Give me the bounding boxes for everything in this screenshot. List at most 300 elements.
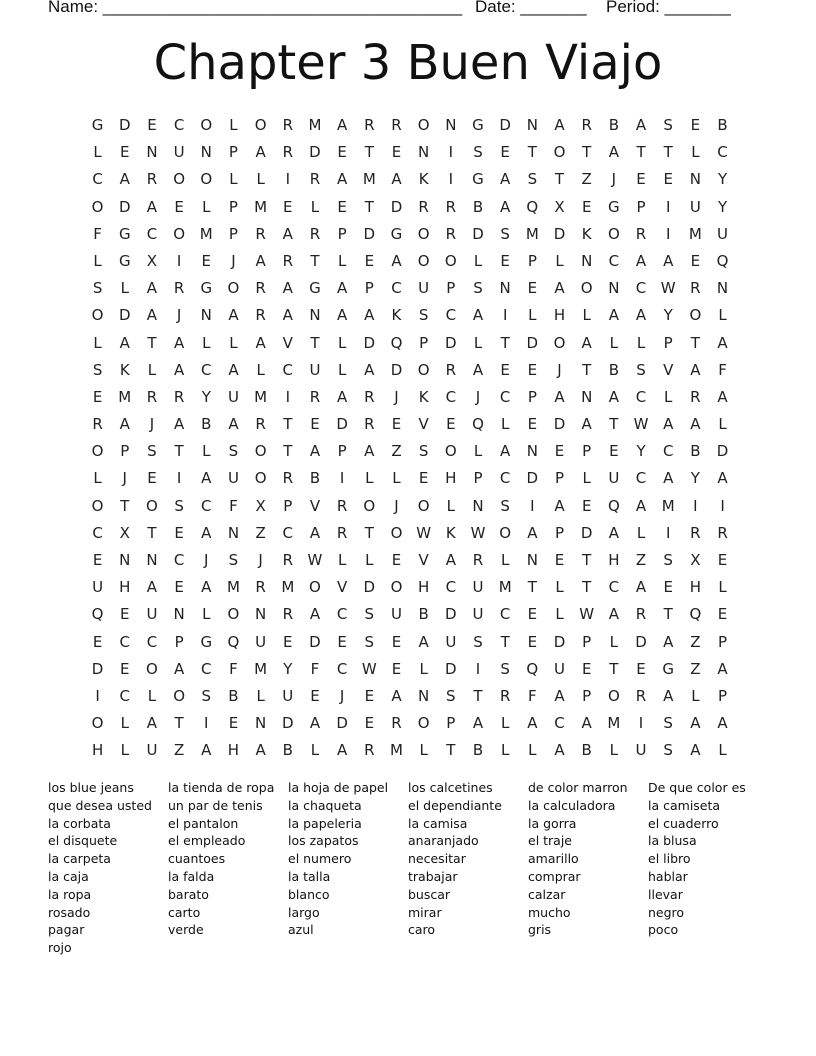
grid-letter: S bbox=[446, 686, 456, 705]
grid-letter: O bbox=[499, 523, 512, 542]
word-bank-item: rojo bbox=[48, 940, 72, 956]
grid-row bbox=[84, 194, 736, 221]
grid-letter: P bbox=[446, 279, 456, 298]
word-bank-item: el traje bbox=[528, 833, 573, 849]
grid-row bbox=[84, 656, 736, 683]
grid-letter: T bbox=[609, 415, 619, 434]
grid-letter: A bbox=[201, 741, 212, 760]
grid-letter: C bbox=[662, 442, 674, 461]
word-bank-item: el cuaderro bbox=[648, 815, 719, 831]
grid-letter: C bbox=[119, 686, 130, 705]
grid-letter: D bbox=[118, 116, 131, 134]
grid-letter: C bbox=[92, 170, 103, 189]
grid-letter: A bbox=[608, 387, 619, 406]
grid-letter: E bbox=[391, 632, 402, 651]
grid-letter: Y bbox=[663, 306, 673, 325]
grid-letter: C bbox=[282, 523, 294, 542]
grid-letter: Y bbox=[283, 659, 293, 678]
grid-letter: L bbox=[93, 469, 102, 488]
grid-letter: R bbox=[309, 170, 321, 189]
grid-letter: P bbox=[582, 632, 592, 651]
grid-letter: M bbox=[688, 224, 702, 243]
grid-letter: S bbox=[473, 143, 483, 162]
grid-letter: M bbox=[281, 578, 295, 597]
grid-letter: H bbox=[119, 578, 131, 597]
grid-letter: E bbox=[228, 714, 239, 733]
grid-letter: R bbox=[336, 523, 348, 542]
grid-letter: C bbox=[635, 279, 647, 298]
grid-letter: A bbox=[581, 714, 592, 733]
grid-letter: O bbox=[200, 170, 213, 189]
grid-letter: U bbox=[173, 143, 185, 162]
grid-row bbox=[84, 139, 736, 166]
word-bank-item: los calcetines bbox=[408, 780, 493, 795]
grid-letter: A bbox=[119, 333, 130, 352]
grid-letter: R bbox=[255, 279, 266, 298]
grid-letter: D bbox=[91, 659, 104, 678]
grid-letter: E bbox=[201, 251, 212, 270]
grid-letter: E bbox=[690, 251, 701, 270]
word-bank-item: el empleado bbox=[168, 833, 246, 849]
grid-letter: P bbox=[337, 224, 347, 243]
grid-letter: M bbox=[525, 224, 539, 243]
grid-letter: R bbox=[364, 387, 375, 406]
grid-row bbox=[84, 574, 736, 601]
grid-letter: G bbox=[200, 632, 213, 651]
grid-row bbox=[84, 112, 736, 139]
grid-letter: I bbox=[665, 224, 671, 243]
grid-letter: O bbox=[173, 170, 185, 189]
grid-letter: C bbox=[499, 469, 511, 488]
grid-letter: G bbox=[118, 224, 131, 243]
word-bank-item: la hoja de papel bbox=[288, 780, 389, 795]
grid-letter: A bbox=[146, 714, 158, 733]
grid-letter: D bbox=[472, 224, 484, 243]
grid-row bbox=[84, 248, 736, 275]
grid-letter: A bbox=[690, 714, 701, 733]
grid-letter: A bbox=[717, 714, 728, 733]
grid-row bbox=[84, 275, 736, 302]
word-bank-item: la caja bbox=[48, 868, 89, 884]
grid-letter: T bbox=[174, 442, 184, 461]
grid-letter: U bbox=[92, 578, 104, 597]
grid-letter: A bbox=[635, 496, 647, 515]
grid-letter: P bbox=[473, 469, 483, 488]
grid-letter: F bbox=[229, 496, 238, 515]
grid-letter: O bbox=[444, 442, 457, 461]
grid-letter: C bbox=[499, 605, 511, 624]
grid-letter: J bbox=[611, 170, 617, 189]
grid-letter: T bbox=[663, 143, 673, 162]
grid-letter: C bbox=[146, 632, 158, 651]
grid-letter: O bbox=[254, 116, 267, 134]
grid-letter: R bbox=[255, 415, 266, 434]
grid-letter: U bbox=[608, 469, 620, 488]
grid-letter: O bbox=[254, 469, 267, 488]
grid-letter: M bbox=[661, 496, 675, 515]
word-bank-item: verde bbox=[168, 922, 204, 938]
grid-letter: E bbox=[283, 632, 293, 651]
grid-letter: E bbox=[120, 659, 130, 678]
grid-letter: D bbox=[363, 224, 376, 243]
grid-letter: E bbox=[500, 143, 510, 162]
grid-letter: A bbox=[173, 659, 185, 678]
grid-letter: U bbox=[689, 197, 701, 216]
grid-letter: C bbox=[201, 496, 212, 515]
grid-letter: L bbox=[664, 387, 673, 406]
grid-letter: I bbox=[530, 496, 535, 515]
grid-letter: O bbox=[553, 333, 566, 352]
grid-letter: T bbox=[473, 686, 483, 705]
grid-letter: M bbox=[254, 659, 268, 678]
grid-letter: T bbox=[582, 360, 592, 379]
grid-letter: S bbox=[364, 632, 375, 651]
grid-letter: A bbox=[690, 741, 701, 760]
grid-letter: L bbox=[718, 578, 727, 597]
grid-row bbox=[84, 411, 736, 438]
grid-letter: A bbox=[282, 224, 293, 243]
grid-letter: C bbox=[146, 224, 158, 243]
grid-letter: E bbox=[391, 143, 402, 162]
grid-letter: W bbox=[470, 523, 486, 542]
grid-letter: E bbox=[581, 197, 592, 216]
grid-letter: Q bbox=[716, 251, 729, 270]
grid-letter: J bbox=[339, 686, 345, 705]
grid-letter: K bbox=[418, 387, 429, 406]
word-bank-item: llevar bbox=[648, 886, 683, 902]
grid-letter: E bbox=[636, 170, 646, 189]
grid-letter: A bbox=[663, 251, 674, 270]
grid-letter: Q bbox=[390, 333, 403, 352]
grid-letter: L bbox=[202, 197, 211, 216]
grid-letter: P bbox=[527, 251, 537, 270]
grid-letter: Q bbox=[689, 605, 702, 624]
grid-letter: P bbox=[718, 632, 728, 651]
grid-letter: S bbox=[663, 741, 673, 760]
grid-letter: C bbox=[445, 578, 457, 597]
grid-letter: W bbox=[307, 551, 323, 569]
grid-letter: A bbox=[445, 551, 456, 569]
grid-letter: I bbox=[665, 197, 671, 216]
grid-letter: L bbox=[337, 251, 347, 270]
grid-letter: L bbox=[392, 469, 401, 488]
grid-letter: E bbox=[446, 415, 456, 434]
grid-letter: S bbox=[473, 279, 483, 298]
grid-letter: N bbox=[526, 551, 538, 569]
grid-letter: G bbox=[472, 170, 484, 189]
grid-letter: U bbox=[445, 632, 457, 651]
grid-letter: N bbox=[499, 279, 511, 298]
grid-letter: L bbox=[718, 741, 727, 760]
word-bank-item: hablar bbox=[648, 868, 688, 884]
grid-letter: T bbox=[310, 333, 320, 352]
grid-letter: P bbox=[582, 686, 592, 705]
grid-letter: E bbox=[500, 251, 510, 270]
grid-letter: C bbox=[173, 551, 185, 569]
grid-letter: D bbox=[309, 143, 321, 162]
grid-letter: W bbox=[416, 523, 432, 542]
grid-letter: N bbox=[445, 116, 457, 134]
grid-letter: D bbox=[118, 306, 131, 325]
grid-letter: L bbox=[120, 714, 129, 733]
grid-letter: P bbox=[419, 333, 429, 352]
grid-letter: L bbox=[500, 551, 510, 569]
grid-letter: B bbox=[228, 686, 239, 705]
grid-letter: N bbox=[581, 251, 593, 270]
grid-letter: A bbox=[119, 170, 130, 189]
grid-letter: L bbox=[500, 741, 510, 760]
student-info-header bbox=[48, 0, 768, 21]
word-bank-item: el numero bbox=[288, 851, 352, 867]
grid-letter: A bbox=[282, 279, 293, 298]
grid-letter: L bbox=[365, 469, 374, 488]
grid-letter: Y bbox=[636, 442, 646, 461]
grid-letter: E bbox=[92, 387, 103, 406]
word-bank-item: mirar bbox=[408, 904, 442, 920]
grid-letter: D bbox=[390, 360, 403, 379]
grid-letter: J bbox=[176, 306, 182, 325]
grid-letter: E bbox=[147, 116, 157, 134]
word-bank-item: el libro bbox=[648, 851, 691, 867]
grid-letter: R bbox=[282, 469, 293, 488]
grid-letter: O bbox=[580, 279, 593, 298]
grid-letter: A bbox=[201, 523, 212, 542]
grid-letter: L bbox=[419, 741, 428, 760]
grid-letter: N bbox=[716, 279, 729, 298]
grid-letter: V bbox=[663, 360, 674, 379]
grid-letter: O bbox=[417, 496, 430, 515]
grid-letter: T bbox=[609, 659, 619, 678]
grid-letter: A bbox=[173, 360, 185, 379]
grid-letter: W bbox=[579, 605, 595, 624]
grid-letter: I bbox=[693, 496, 698, 515]
grid-letter: M bbox=[118, 387, 132, 406]
grid-letter: O bbox=[91, 197, 104, 216]
grid-letter: C bbox=[554, 714, 565, 733]
grid-letter: E bbox=[663, 578, 673, 597]
grid-letter: K bbox=[445, 523, 456, 542]
grid-letter: A bbox=[717, 333, 728, 352]
grid-letter: C bbox=[608, 251, 620, 270]
grid-letter: N bbox=[526, 442, 538, 461]
grid-letter: E bbox=[717, 605, 728, 624]
grid-row bbox=[84, 710, 736, 737]
grid-letter: R bbox=[690, 279, 701, 298]
grid-letter: D bbox=[282, 714, 294, 733]
grid-letter: A bbox=[527, 523, 538, 542]
grid-letter: M bbox=[607, 714, 621, 733]
grid-letter: C bbox=[201, 659, 212, 678]
grid-letter: A bbox=[282, 306, 293, 325]
grid-letter: C bbox=[173, 116, 185, 134]
grid-letter: P bbox=[120, 442, 130, 461]
grid-letter: S bbox=[228, 551, 239, 569]
grid-row bbox=[84, 221, 736, 248]
grid-letter: C bbox=[391, 279, 402, 298]
grid-letter: O bbox=[390, 523, 403, 542]
grid-letter: A bbox=[309, 442, 321, 461]
grid-letter: R bbox=[364, 741, 375, 760]
grid-letter: Y bbox=[717, 170, 728, 189]
grid-letter: B bbox=[201, 415, 212, 434]
grid-letter: L bbox=[691, 686, 700, 705]
grid-letter: O bbox=[91, 442, 104, 461]
grid-letter: D bbox=[553, 632, 566, 651]
grid-letter: P bbox=[663, 333, 673, 352]
word-bank-item: que desea usted bbox=[48, 797, 152, 813]
grid-letter: T bbox=[663, 605, 673, 624]
grid-letter: U bbox=[418, 279, 430, 298]
grid-letter: J bbox=[394, 387, 399, 406]
grid-letter: L bbox=[419, 659, 428, 678]
grid-letter: A bbox=[635, 578, 647, 597]
grid-row bbox=[84, 357, 736, 384]
grid-letter: S bbox=[663, 116, 673, 134]
grid-letter: N bbox=[146, 143, 158, 162]
word-bank-item: el dependiante bbox=[408, 797, 502, 813]
grid-letter: F bbox=[229, 659, 238, 678]
grid-letter: W bbox=[361, 659, 377, 678]
grid-letter: C bbox=[445, 387, 457, 406]
grid-letter: L bbox=[256, 686, 265, 705]
grid-letter: V bbox=[418, 551, 429, 569]
grid-letter: Q bbox=[526, 197, 539, 216]
grid-letter: R bbox=[391, 714, 402, 733]
grid-letter: E bbox=[636, 659, 646, 678]
grid-letter: A bbox=[119, 415, 130, 434]
grid-letter: B bbox=[309, 469, 321, 488]
grid-letter: C bbox=[608, 578, 620, 597]
grid-row bbox=[84, 601, 736, 628]
grid-letter: L bbox=[256, 170, 265, 189]
grid-letter: D bbox=[336, 714, 348, 733]
grid-letter: L bbox=[609, 741, 619, 760]
grid-letter: Z bbox=[581, 170, 592, 189]
grid-row bbox=[84, 629, 736, 656]
grid-letter: P bbox=[228, 224, 238, 243]
grid-letter: E bbox=[690, 116, 701, 134]
grid-letter: O bbox=[607, 686, 620, 705]
grid-letter: G bbox=[200, 279, 213, 298]
grid-letter: R bbox=[717, 523, 728, 542]
grid-letter: R bbox=[445, 224, 457, 243]
grid-letter: A bbox=[663, 686, 674, 705]
grid-letter: O bbox=[417, 224, 430, 243]
grid-letter: U bbox=[255, 632, 267, 651]
grid-letter: R bbox=[445, 197, 457, 216]
grid-letter: U bbox=[309, 360, 321, 379]
grid-letter: C bbox=[635, 469, 647, 488]
grid-letter: C bbox=[717, 143, 728, 162]
grid-letter: Z bbox=[391, 442, 402, 461]
grid-letter: G bbox=[472, 116, 484, 134]
grid-letter: U bbox=[717, 224, 729, 243]
word-bank-item: trabajar bbox=[408, 868, 458, 884]
word-bank-item: la talla bbox=[288, 868, 331, 884]
grid-letter: W bbox=[633, 415, 649, 434]
grid-letter: S bbox=[92, 279, 103, 298]
grid-letter: G bbox=[662, 659, 674, 678]
grid-letter: D bbox=[445, 659, 457, 678]
grid-letter: B bbox=[608, 360, 619, 379]
grid-letter: R bbox=[581, 116, 592, 134]
word-bank-column bbox=[48, 779, 168, 957]
grid-letter: M bbox=[226, 578, 240, 597]
grid-letter: S bbox=[92, 360, 103, 379]
grid-letter: T bbox=[527, 578, 537, 597]
word-bank-item: largo bbox=[288, 904, 320, 920]
grid-letter: R bbox=[146, 170, 158, 189]
word-bank-item: anaranjado bbox=[408, 833, 479, 849]
grid-letter: L bbox=[93, 251, 102, 270]
grid-letter: T bbox=[120, 496, 130, 515]
grid-letter: D bbox=[363, 578, 376, 597]
word-bank-item: el disquete bbox=[48, 833, 118, 849]
grid-letter: B bbox=[418, 605, 429, 624]
grid-letter: M bbox=[199, 224, 213, 243]
grid-letter: E bbox=[364, 686, 375, 705]
grid-letter: E bbox=[418, 469, 429, 488]
grid-letter: A bbox=[337, 279, 348, 298]
grid-letter: N bbox=[255, 714, 267, 733]
grid-letter: H bbox=[608, 551, 620, 569]
grid-letter: R bbox=[255, 306, 266, 325]
grid-letter: A bbox=[608, 306, 619, 325]
grid-letter: P bbox=[174, 632, 184, 651]
grid-letter: E bbox=[310, 415, 320, 434]
grid-letter: E bbox=[120, 605, 130, 624]
word-search-grid bbox=[84, 112, 736, 765]
grid-letter: J bbox=[231, 251, 236, 270]
grid-letter: N bbox=[255, 605, 267, 624]
grid-letter: O bbox=[227, 605, 240, 624]
grid-letter: B bbox=[690, 442, 701, 461]
grid-letter: I bbox=[176, 251, 182, 270]
grid-letter: P bbox=[228, 197, 238, 216]
grid-letter: A bbox=[228, 415, 239, 434]
grid-letter: A bbox=[309, 523, 321, 542]
grid-letter: C bbox=[92, 523, 103, 542]
grid-letter: H bbox=[445, 469, 457, 488]
grid-letter: T bbox=[364, 197, 374, 216]
word-bank-item: negro bbox=[648, 904, 685, 920]
grid-letter: L bbox=[473, 442, 483, 461]
grid-letter: U bbox=[146, 605, 158, 624]
word-bank-item: la camisa bbox=[408, 815, 468, 831]
grid-letter: A bbox=[554, 387, 565, 406]
grid-letter: F bbox=[310, 659, 320, 678]
grid-letter: E bbox=[581, 659, 592, 678]
grid-letter: G bbox=[118, 251, 131, 270]
grid-letter: A bbox=[337, 306, 348, 325]
grid-letter: P bbox=[228, 143, 238, 162]
word-bank-item: blanco bbox=[288, 886, 330, 902]
grid-letter: Z bbox=[255, 523, 266, 542]
grid-letter: N bbox=[146, 551, 158, 569]
grid-letter: E bbox=[581, 496, 592, 515]
word-bank-item: la falda bbox=[168, 868, 215, 884]
grid-letter: L bbox=[229, 333, 238, 352]
grid-letter: R bbox=[391, 116, 402, 134]
grid-letter: D bbox=[553, 415, 566, 434]
grid-letter: L bbox=[229, 170, 238, 189]
grid-letter: Q bbox=[91, 605, 104, 624]
word-bank-item: la blusa bbox=[648, 833, 697, 849]
grid-letter: S bbox=[201, 686, 212, 705]
grid-letter: A bbox=[146, 197, 158, 216]
grid-letter: R bbox=[309, 387, 321, 406]
grid-letter: X bbox=[690, 551, 701, 569]
